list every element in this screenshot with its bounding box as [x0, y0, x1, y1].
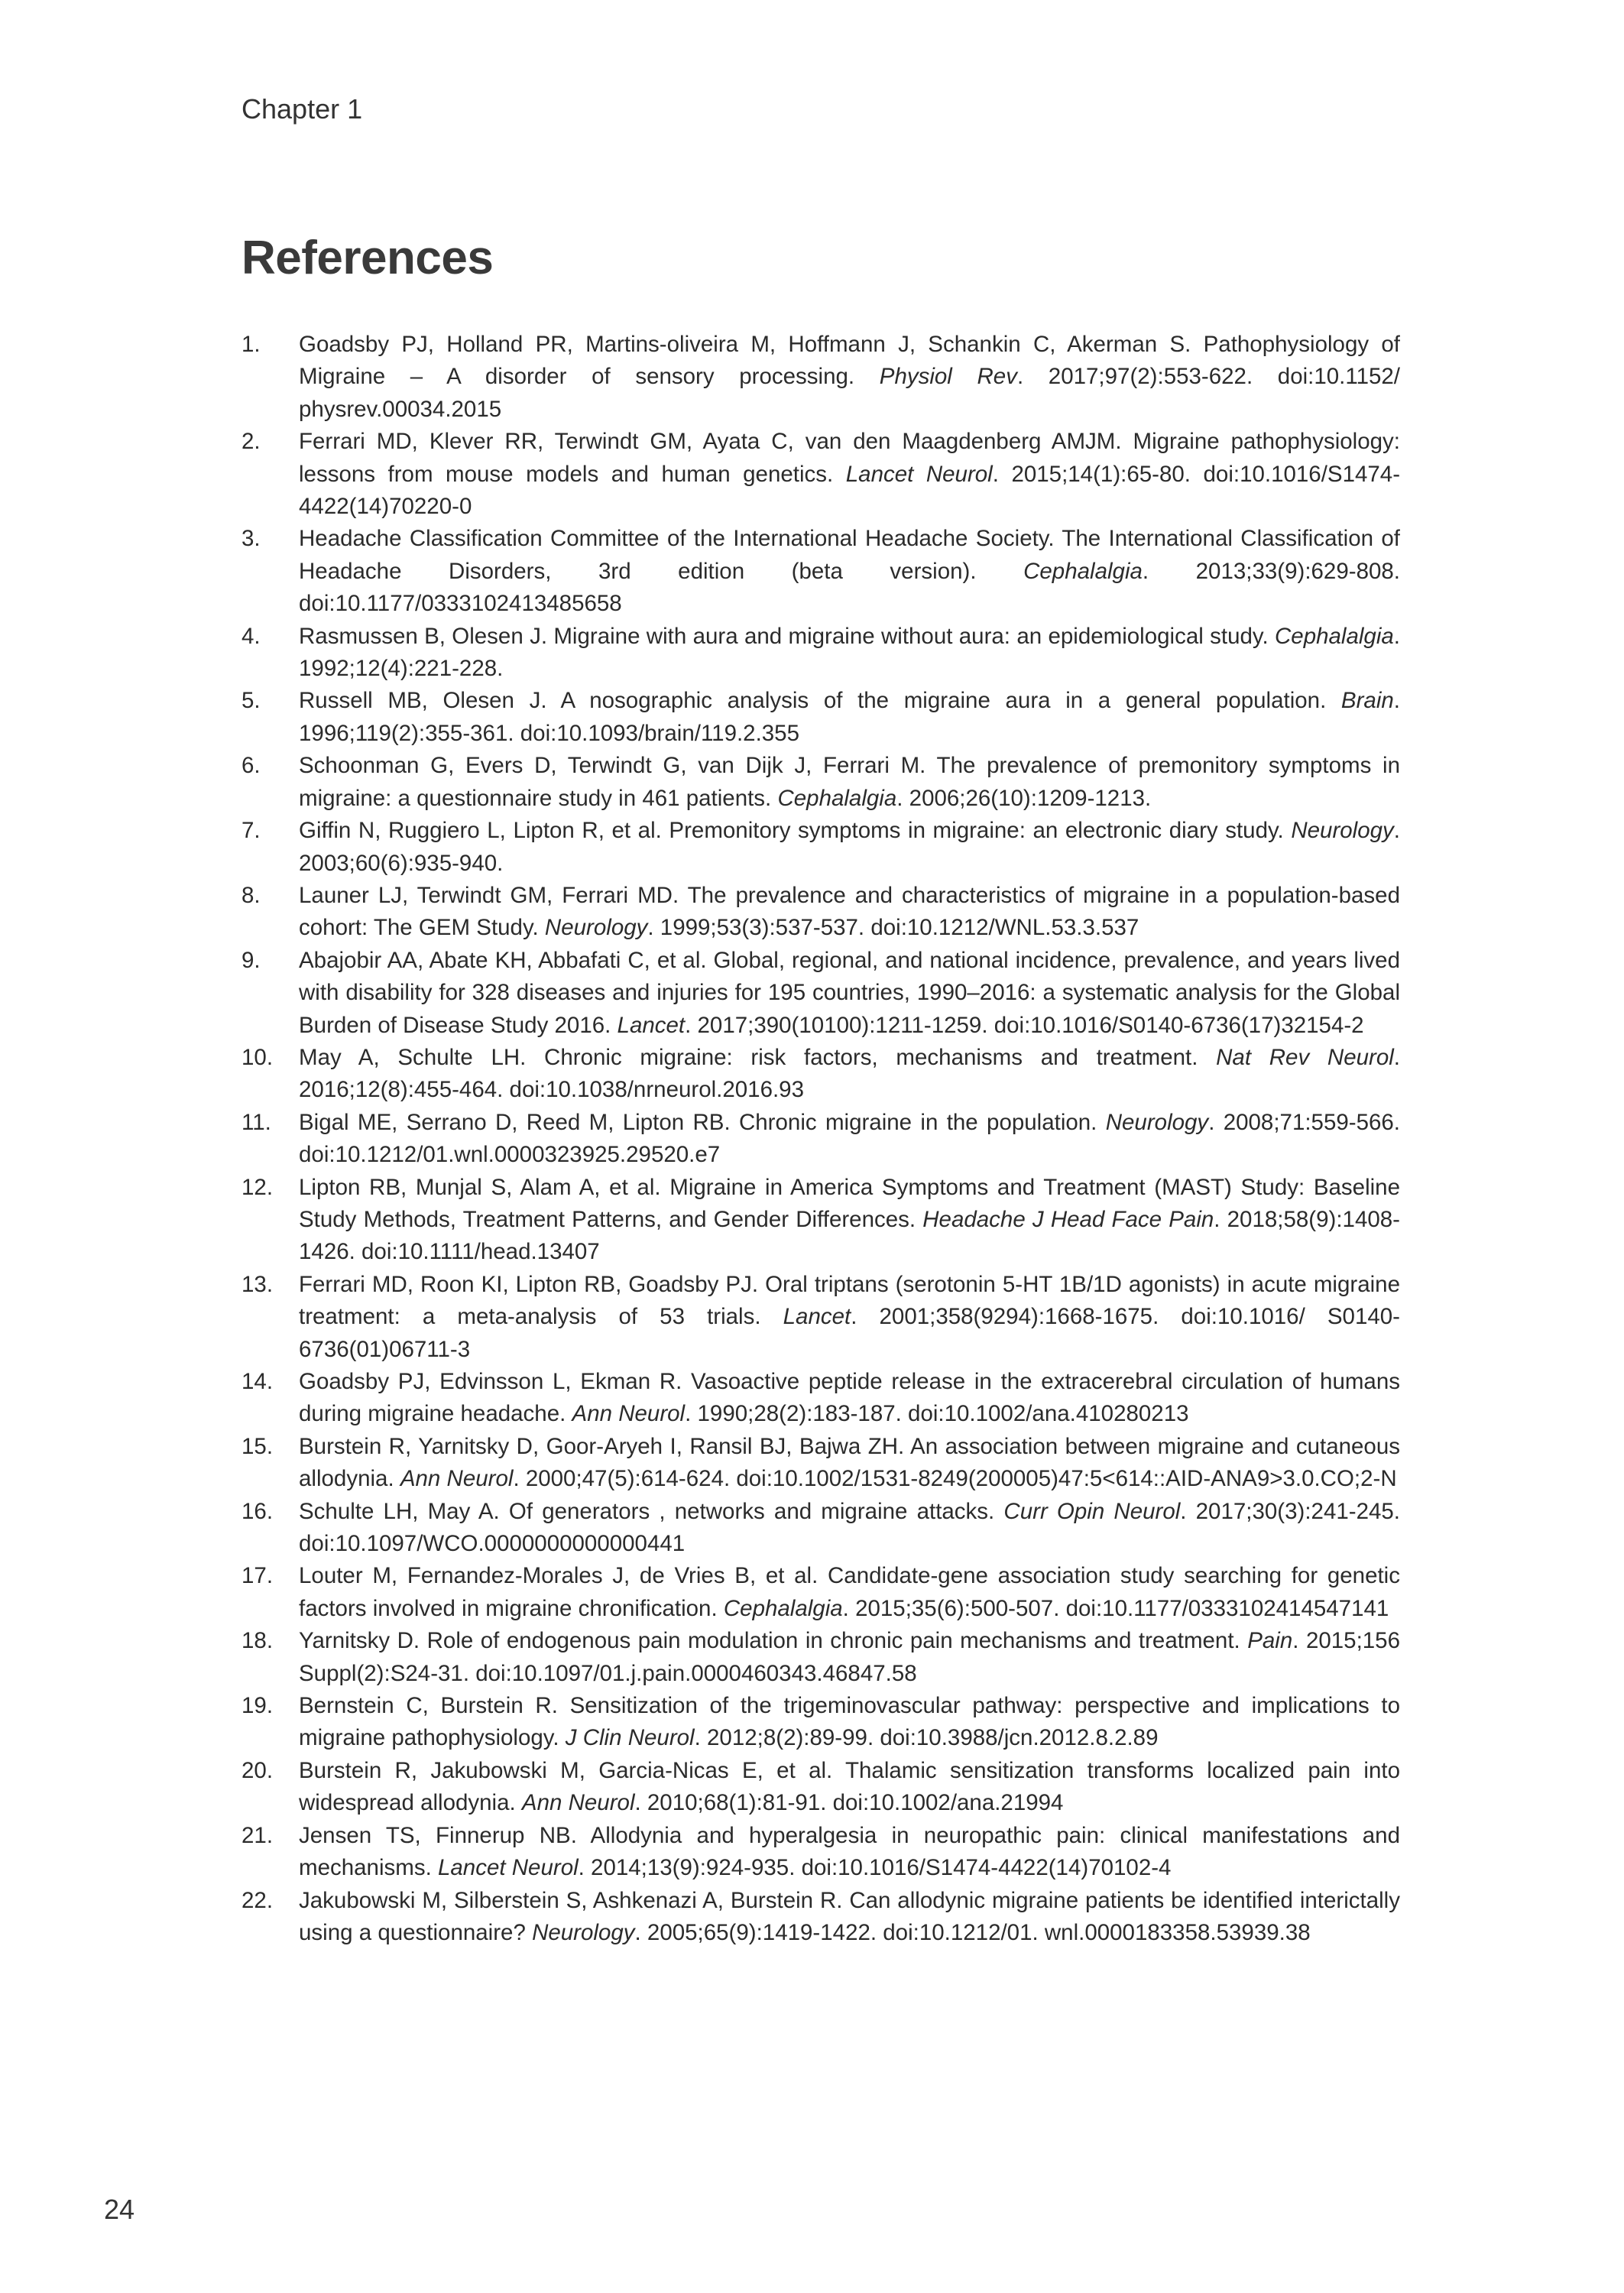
- reference-authors-title: Jakubowski M, Silberstein S, Ashkenazi A, Burstein R. Can allodynic migraine patients be identified interictally using a questionnaire?: [299, 1887, 1400, 1945]
- reference-number: 8.: [241, 882, 261, 908]
- reference-text: [299, 1820, 1400, 1885]
- page-number: 24: [104, 2194, 135, 2225]
- reference-citation-details: . 1999;53(3):537-537. doi:10.1212/WNL.53.3.537: [647, 915, 1139, 941]
- reference-number: 20.: [241, 1757, 274, 1783]
- reference-citation-details: . 2018;58(9):1408-1426. doi:10.1111/head.13407: [299, 1206, 1400, 1265]
- reference-authors-title: Bernstein C, Burstein R. Sensitization of the trigeminovascular pathway: perspective and implications to migraine pathophysiology.: [299, 1693, 1400, 1751]
- reference-authors-title: Russell MB, Olesen J. A nosographic analysis of the migraine aura in a general population.: [299, 688, 1341, 714]
- reference-item: [241, 945, 1400, 1042]
- reference-item: [241, 685, 1400, 750]
- reference-citation-details: . 2015;35(6):500-507. doi:10.1177/0333102414547141: [842, 1595, 1389, 1621]
- reference-number: 12.: [241, 1174, 274, 1200]
- reference-item: [241, 1042, 1400, 1107]
- reference-citation-details: . 2008;71:559-566. doi:10.1212/01.wnl.0000323925.29520.e7: [299, 1109, 1401, 1168]
- reference-text: [299, 329, 1400, 426]
- reference-citation-details: . 1992;12(4):221-228.: [299, 623, 1400, 682]
- reference-citation-details: . 2010;68(1):81-91. doi:10.1002/ana.21994: [634, 1790, 1064, 1816]
- reference-text: [299, 1755, 1400, 1820]
- reference-authors-title: May A, Schulte LH. Chronic migraine: risk factors, mechanisms and treatment.: [299, 1044, 1217, 1070]
- reference-number: 21.: [241, 1822, 274, 1848]
- reference-text: [299, 1042, 1400, 1107]
- reference-journal: J Clin Neurol: [565, 1725, 695, 1751]
- reference-number: 1.: [241, 332, 261, 357]
- reference-journal: Lancet: [783, 1304, 851, 1330]
- reference-text: [299, 426, 1400, 523]
- reference-number: 19.: [241, 1693, 274, 1719]
- reference-number: 9.: [241, 947, 261, 973]
- reference-journal: Neurology: [544, 915, 648, 941]
- reference-item: [241, 1885, 1400, 1950]
- section-title: References: [241, 232, 494, 284]
- reference-item: [241, 1690, 1400, 1755]
- reference-item: [241, 621, 1400, 686]
- reference-number: 6.: [241, 753, 261, 779]
- reference-authors-title: Ferrari MD, Klever RR, Terwindt GM, Ayata C, van den Maagdenberg AMJM. Migraine pathophysiology: lessons from mouse models and human genetics.: [299, 429, 1400, 487]
- reference-authors-title: Louter M, Fernandez-Morales J, de Vries B, et al. Candidate-gene association study searching for genetic factors involved in migraine chronification.: [299, 1563, 1400, 1621]
- reference-item: [241, 1269, 1400, 1366]
- reference-item: [241, 426, 1400, 523]
- reference-text: [299, 880, 1400, 945]
- reference-authors-title: Goadsby PJ, Edvinsson L, Ekman R. Vasoactive peptide release in the extracerebral circulation of humans during migraine headache.: [299, 1369, 1400, 1427]
- reference-item: [241, 1496, 1400, 1561]
- reference-authors-title: Ferrari MD, Roon KI, Lipton RB, Goadsby PJ. Oral triptans (serotonin 5-HT 1B/1D agonists) in acute migraine treatment: a meta-analysis of 53 trials.: [299, 1271, 1400, 1330]
- reference-citation-details: . 2012;8(2):89-99. doi:10.3988/jcn.2012.8.2.89: [694, 1725, 1159, 1751]
- reference-authors-title: Headache Classification Committee of the International Headache Society. The International Classification of Headache Disorders, 3rd edition (beta version).: [299, 526, 1400, 584]
- reference-journal: Headache J Head Face Pain: [922, 1206, 1214, 1232]
- reference-citation-details: . 1990;28(2):183-187. doi:10.1002/ana.410280213: [685, 1401, 1189, 1427]
- reference-authors-title: Burstein R, Yarnitsky D, Goor-Aryeh I, Ransil BJ, Bajwa ZH. An association between migraine and cutaneous allodynia.: [299, 1433, 1400, 1492]
- reference-item: [241, 815, 1400, 880]
- reference-authors-title: Jensen TS, Finnerup NB. Allodynia and hyperalgesia in neuropathic pain: clinical manifestations and mechanisms.: [299, 1822, 1400, 1881]
- reference-text: [299, 1625, 1400, 1690]
- reference-authors-title: Goadsby PJ, Holland PR, Martins-oliveira M, Hoffmann J, Schankin C, Akerman S. Pathophysiology of Migraine – A disorder of sensory processing.: [299, 332, 1400, 390]
- reference-number: 13.: [241, 1271, 274, 1297]
- reference-item: [241, 1431, 1400, 1496]
- reference-citation-details: . 2003;60(6):935-940.: [299, 818, 1400, 876]
- reference-citation-details: . 2014;13(9):924-935. doi:10.1016/S1474-4422(14)70102-4: [578, 1855, 1172, 1881]
- reference-text: [299, 621, 1400, 686]
- reference-item: [241, 1560, 1400, 1625]
- reference-text: [299, 1366, 1400, 1431]
- reference-journal: Lancet Neurol: [437, 1855, 579, 1881]
- reference-text: [299, 523, 1400, 620]
- reference-authors-title: Yarnitsky D. Role of endogenous pain modulation in chronic pain mechanisms and treatment.: [299, 1628, 1248, 1654]
- reference-item: [241, 1625, 1400, 1690]
- reference-journal: Cephalalgia: [723, 1595, 843, 1621]
- reference-journal: Cephalalgia: [1274, 623, 1394, 649]
- reference-number: 18.: [241, 1628, 274, 1654]
- reference-citation-details: . 2006;26(10):1209-1213.: [896, 785, 1152, 811]
- reference-journal: Ann Neurol: [572, 1401, 686, 1427]
- reference-journal: Neurology: [1105, 1109, 1209, 1135]
- reference-authors-title: Schoonman G, Evers D, Terwindt G, van Dijk J, Ferrari M. The prevalence of premonitory symptoms in migraine: a questionnaire study in 461 patients.: [299, 753, 1400, 811]
- reference-authors-title: Bigal ME, Serrano D, Reed M, Lipton RB. Chronic migraine in the population.: [299, 1109, 1106, 1135]
- reference-citation-details: . 2017;390(10100):1211-1259. doi:10.1016/S0140-6736(17)32154-2: [685, 1012, 1364, 1038]
- reference-text: [299, 685, 1400, 750]
- reference-authors-title: Rasmussen B, Olesen J. Migraine with aura and migraine without aura: an epidemiological study.: [299, 623, 1275, 649]
- reference-item: [241, 1755, 1400, 1820]
- reference-journal: Curr Opin Neurol: [1003, 1498, 1181, 1524]
- reference-journal: Neurology: [532, 1919, 635, 1945]
- reference-journal: Nat Rev Neurol: [1216, 1044, 1394, 1070]
- reference-citation-details: . 2015;156 Suppl(2):S24-31. doi:10.1097/01.j.pain.0000460343.46847.58: [299, 1628, 1400, 1686]
- reference-text: [299, 750, 1400, 815]
- reference-citation-details: . 2015;14(1):65-80. doi:10.1016/S1474-4422(14)70220-0: [299, 461, 1401, 520]
- reference-citation-details: . 2001;358(9294):1668-1675. doi:10.1016/ S0140-6736(01)06711-3: [299, 1304, 1400, 1362]
- reference-authors-title: Giffin N, Ruggiero L, Lipton R, et al. Premonitory symptoms in migraine: an electronic diary study.: [299, 818, 1292, 844]
- reference-number: 22.: [241, 1887, 274, 1913]
- reference-text: [299, 1172, 1400, 1269]
- reference-item: [241, 1107, 1400, 1172]
- reference-journal: Ann Neurol: [400, 1466, 514, 1492]
- reference-citation-details: . 2017;97(2):553-622. doi:10.1152/ physrev.00034.2015: [299, 364, 1400, 422]
- running-head: Chapter 1: [241, 93, 363, 125]
- reference-citation-details: . 2013;33(9):629-808. doi:10.1177/0333102413485658: [299, 558, 1400, 617]
- reference-number: 5.: [241, 688, 261, 714]
- reference-text: [299, 1431, 1400, 1496]
- reference-list: [241, 329, 1400, 1949]
- reference-text: [299, 1885, 1400, 1950]
- reference-citation-details: . 2016;12(8):455-464. doi:10.1038/nrneurol.2016.93: [299, 1044, 1400, 1103]
- reference-text: [299, 1269, 1400, 1366]
- reference-text: [299, 1690, 1400, 1755]
- reference-number: 10.: [241, 1044, 274, 1070]
- reference-item: [241, 1820, 1400, 1885]
- reference-citation-details: . 2017;30(3):241-245. doi:10.1097/WCO.0000000000000441: [299, 1498, 1400, 1557]
- reference-journal: Lancet: [617, 1012, 686, 1038]
- reference-journal: Cephalalgia: [1023, 558, 1143, 584]
- reference-number: 14.: [241, 1369, 274, 1394]
- reference-number: 16.: [241, 1498, 274, 1524]
- reference-number: 17.: [241, 1563, 274, 1589]
- reference-journal: Pain: [1247, 1628, 1293, 1654]
- reference-text: [299, 1107, 1400, 1172]
- reference-text: [299, 815, 1400, 880]
- reference-text: [299, 1496, 1400, 1561]
- reference-journal: Neurology: [1291, 818, 1394, 844]
- reference-text: [299, 1560, 1400, 1625]
- reference-authors-title: Schulte LH, May A. Of generators , networks and migraine attacks.: [299, 1498, 1004, 1524]
- reference-number: 3.: [241, 526, 261, 552]
- reference-item: [241, 750, 1400, 815]
- reference-number: 2.: [241, 429, 261, 455]
- reference-item: [241, 329, 1400, 426]
- reference-journal: Lancet Neurol: [845, 461, 993, 487]
- reference-journal: Ann Neurol: [521, 1790, 635, 1816]
- reference-authors-title: Lipton RB, Munjal S, Alam A, et al. Migraine in America Symptoms and Treatment (MAST) Study: Baseline Study Methods, Treatment Patterns, and Gender Differences.: [299, 1174, 1400, 1232]
- reference-journal: Cephalalgia: [777, 785, 897, 811]
- reference-item: [241, 1366, 1400, 1431]
- reference-journal: Physiol Rev: [879, 364, 1017, 390]
- reference-journal: Brain: [1340, 688, 1394, 714]
- reference-authors-title: Launer LJ, Terwindt GM, Ferrari MD. The prevalence and characteristics of migraine in a population-based cohort: The GEM Study.: [299, 882, 1400, 941]
- reference-text: [299, 945, 1400, 1042]
- reference-authors-title: Burstein R, Jakubowski M, Garcia-Nicas E, et al. Thalamic sensitization transforms localized pain into widespread allodynia.: [299, 1757, 1400, 1816]
- reference-citation-details: . 2005;65(9):1419-1422. doi:10.1212/01. wnl.0000183358.53939.38: [634, 1919, 1311, 1945]
- reference-number: 7.: [241, 818, 261, 844]
- reference-citation-details: . 1996;119(2):355-361. doi:10.1093/brain/119.2.355: [299, 688, 1400, 746]
- reference-item: [241, 523, 1400, 620]
- reference-authors-title: Abajobir AA, Abate KH, Abbafati C, et al. Global, regional, and national incidence, prevalence, and years lived with disability for 328 diseases and injuries for 195 countries, 1990–2016: a systematic analysis for the Global Burden of Disease Study 2016.: [299, 947, 1400, 1038]
- reference-number: 11.: [241, 1109, 271, 1135]
- reference-number: 4.: [241, 623, 261, 649]
- reference-number: 15.: [241, 1433, 274, 1459]
- reference-citation-details: . 2000;47(5):614-624. doi:10.1002/1531-8249(200005)47:5<614::AID-ANA9>3.0.CO;2-N: [513, 1466, 1397, 1492]
- reference-item: [241, 880, 1400, 945]
- reference-item: [241, 1172, 1400, 1269]
